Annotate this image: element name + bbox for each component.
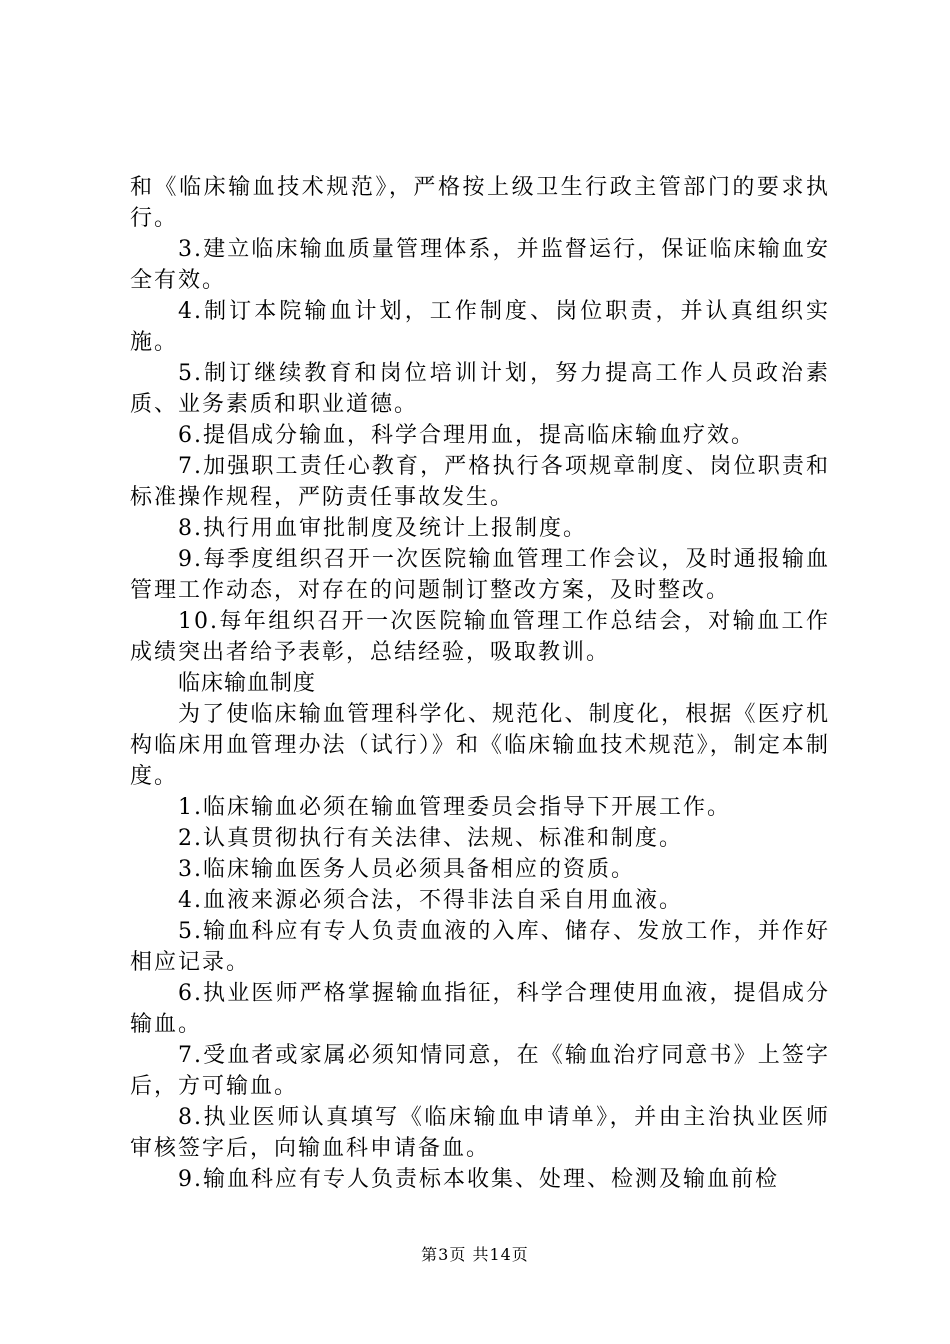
rule-item-6: 6.执业医师严格掌握输血指征，科学合理使用血液，提倡成分输血。 — [130, 981, 830, 1037]
page-number-footer: 第3页 共14页 — [421, 1245, 529, 1264]
paragraph-continuation: 和《临床输血技术规范》，严格按上级卫生行政主管部门的要求执行。 — [130, 175, 830, 231]
paragraph-item-10: 10.每年组织召开一次医院输血管理工作总结会，对输血工作成绩突出者给予表彰，总结经验，吸取教训。 — [130, 609, 830, 665]
paragraph-item-3: 3.建立临床输血质量管理体系，并监督运行，保证临床输血安全有效。 — [130, 237, 830, 293]
paragraph-item-7: 7.加强职工责任心教育，严格执行各项规章制度、岗位职责和标准操作规程，严防责任事故发生。 — [130, 454, 830, 510]
rule-item-3: 3.临床输血医务人员必须具备相应的资质。 — [178, 857, 635, 882]
rule-item-4: 4.血液来源必须合法，不得非法自采自用血液。 — [178, 888, 683, 913]
rule-item-7: 7.受血者或家属必须知情同意，在《输血治疗同意书》上签字后，方可输血。 — [130, 1043, 830, 1099]
rule-item-8: 8.执业医师认真填写《临床输血申请单》，并由主治执业医师审核签字后，向输血科申请备血。 — [130, 1105, 830, 1161]
section-title: 临床输血制度 — [178, 671, 317, 696]
paragraph-item-4: 4.制订本院输血计划，工作制度、岗位职责，并认真组织实施。 — [130, 299, 830, 355]
paragraph-item-5: 5.制订继续教育和岗位培训计划，努力提高工作人员政治素质、业务素质和职业道德。 — [130, 361, 830, 417]
rule-item-9: 9.输血科应有专人负责标本收集、处理、检测及输血前检 — [178, 1167, 779, 1192]
rule-item-1: 1.临床输血必须在输血管理委员会指导下开展工作。 — [178, 795, 731, 820]
section-intro-paragraph: 为了使临床输血管理科学化、规范化、制度化，根据《医疗机构临床用血管理办法（试行）》和《临床输血技术规范》，制定本制度。 — [130, 702, 830, 789]
document-body — [130, 172, 830, 1195]
paragraph-item-8: 8.执行用血审批制度及统计上报制度。 — [178, 516, 587, 541]
rule-item-5: 5.输血科应有专人负责血液的入库、储存、发放工作，并作好相应记录。 — [130, 919, 830, 975]
paragraph-item-6: 6.提倡成分输血，科学合理用血，提高临床输血疗效。 — [178, 423, 755, 448]
rule-item-2: 2.认真贯彻执行有关法律、法规、标准和制度。 — [178, 826, 683, 851]
paragraph-item-9: 9.每季度组织召开一次医院输血管理工作会议，及时通报输血管理工作动态，对存在的问题制订整改方案，及时整改。 — [130, 547, 830, 603]
